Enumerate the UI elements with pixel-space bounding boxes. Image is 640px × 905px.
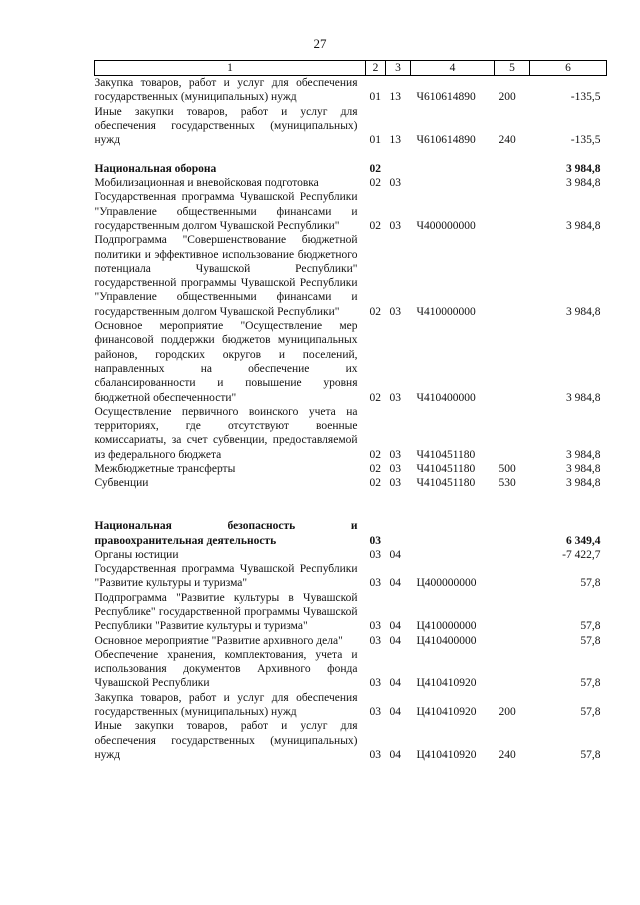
row-section: 01 (369, 134, 381, 147)
table-row (95, 691, 607, 720)
row-section: 03 (369, 634, 381, 647)
row-amount: 3 984,8 (566, 162, 601, 175)
row-name: Закупка товаров, работ и услуг для обеспечения государственных (муниципальных) нужд (94, 691, 358, 719)
row-name: Субвенции (94, 477, 149, 490)
row-expense-type: 200 (498, 91, 516, 104)
table-row (95, 634, 607, 648)
row-name: Иные закупки товаров, работ и услуг для обеспечения государственных (муниципальных) нужд (94, 720, 358, 761)
row-amount: 3 984,8 (566, 177, 601, 190)
row-target-code: Ц410400000 (416, 634, 477, 647)
row-name: Основное мероприятие "Развитие архивного дела" (94, 634, 343, 647)
row-expense-type: 500 (498, 463, 516, 476)
row-target-code (411, 176, 495, 190)
section-row (95, 162, 607, 176)
row-expense-type: 240 (498, 748, 516, 761)
row-target-code: Ч610614890 (416, 91, 476, 104)
row-target-code: Ч410451180 (416, 448, 476, 461)
row-expense-type (495, 405, 530, 462)
row-amount: 57,8 (580, 634, 601, 647)
row-target-code (411, 162, 495, 176)
row-name: Мобилизационная и вневойсковая подготовка (94, 177, 319, 190)
header-col-2: 2 (366, 61, 386, 76)
row-subsection: 13 (389, 91, 401, 104)
table-row (95, 648, 607, 691)
row-amount: 3 984,8 (566, 463, 601, 476)
header-col-3: 3 (386, 61, 411, 76)
row-amount: -135,5 (570, 134, 601, 147)
row-section: 01 (369, 91, 381, 104)
row-expense-type (495, 176, 530, 190)
table-row (95, 405, 607, 462)
row-target-code: Ц410410920 (416, 677, 477, 690)
section-row (95, 519, 607, 548)
row-subsection (386, 519, 411, 548)
row-section: 02 (369, 219, 381, 232)
row-expense-type (495, 519, 530, 548)
table-row (95, 591, 607, 634)
row-expense-type (495, 648, 530, 691)
row-name: Межбюджетные трансферты (94, 463, 236, 476)
row-name: Подпрограмма "Развитие культуры в Чувашской Республике" государственной программы Чувашской Республики "Развитие культуры и туризма" (94, 591, 358, 633)
row-section: 03 (369, 677, 381, 690)
row-section: 03 (369, 534, 381, 547)
row-target-code: Ц410000000 (416, 620, 477, 633)
row-target-code: Ч410451180 (416, 463, 476, 476)
row-name: Национальная оборона (94, 162, 217, 175)
row-subsection: 04 (389, 548, 401, 561)
row-amount: -7 422,7 (562, 548, 601, 561)
row-expense-type (495, 190, 530, 233)
row-name: Национальная безопасность и правоохранительная деятельность (94, 520, 358, 547)
row-section: 02 (369, 477, 381, 490)
row-amount: 3 984,8 (566, 477, 601, 490)
table-row (95, 76, 607, 105)
table-row (95, 719, 607, 762)
row-expense-type: 240 (498, 134, 516, 147)
table-row (95, 105, 607, 148)
row-subsection: 04 (389, 620, 401, 633)
row-target-code (411, 519, 495, 548)
row-expense-type: 200 (498, 706, 516, 719)
row-target-code: Ч610614890 (416, 134, 476, 147)
table-row (95, 462, 607, 476)
row-target-code: Ч410451180 (416, 477, 476, 490)
row-subsection: 13 (389, 134, 401, 147)
row-subsection: 04 (389, 577, 401, 590)
row-target-code: Ч410000000 (416, 305, 476, 318)
row-section: 02 (369, 463, 381, 476)
row-target-code: Ц410410920 (416, 706, 477, 719)
row-target-code: Ц410410920 (416, 748, 477, 761)
row-name: Основное мероприятие "Осуществление мер финансовой поддержки бюджетов муниципальных районов, городских округов и поселений, направленных на обеспечение их сбалансированности и повышение уровня бюджетной обеспеченности" (94, 320, 358, 404)
row-amount: 57,8 (580, 677, 601, 690)
row-subsection: 04 (389, 634, 401, 647)
row-section: 03 (369, 748, 381, 761)
row-amount: 3 984,8 (566, 219, 601, 232)
table-row (95, 233, 607, 319)
row-target-code: Ц400000000 (416, 577, 477, 590)
row-amount: 57,8 (580, 748, 601, 761)
row-section: 03 (369, 577, 381, 590)
row-subsection: 03 (389, 448, 401, 461)
row-amount: 3 984,8 (566, 391, 601, 404)
row-expense-type (495, 562, 530, 591)
row-subsection (386, 162, 411, 176)
table-row (95, 176, 607, 190)
row-amount: 3 984,8 (566, 305, 601, 318)
row-section: 02 (369, 391, 381, 404)
header-col-4: 4 (411, 61, 495, 76)
row-name: Подпрограмма "Совершенствование бюджетной политики и эффективное использование бюджетного потенциала Чувашской Республики" государственной программы Чувашской Республики "Управление общественными финансами и государственным долгом Чувашской Республики" (94, 234, 358, 318)
row-section: 02 (369, 305, 381, 318)
row-section: 02 (369, 162, 381, 175)
row-section: 02 (369, 448, 381, 461)
row-subsection: 04 (389, 706, 401, 719)
table-row (95, 319, 607, 405)
row-name: Органы юстиции (94, 548, 179, 561)
row-subsection: 03 (389, 305, 401, 318)
row-section: 03 (369, 706, 381, 719)
row-name: Закупка товаров, работ и услуг для обеспечения государственных (муниципальных) нужд (94, 77, 358, 104)
spacer-row (95, 505, 607, 519)
row-name: Обеспечение хранения, комплектования, учета и использования документов Архивного фонда Чувашской Республики (94, 648, 358, 690)
spacer-row (95, 491, 607, 505)
row-name: Государственная программа Чувашской Республики "Управление общественными финансами и государственным долгом Чувашской Республики" (94, 191, 358, 232)
header-col-1: 1 (95, 61, 366, 76)
row-expense-type (495, 591, 530, 634)
row-subsection: 03 (389, 391, 401, 404)
row-section: 03 (369, 548, 381, 561)
row-amount: 6 349,4 (566, 534, 601, 547)
table-row (95, 562, 607, 591)
table-row (95, 476, 607, 490)
row-subsection: 03 (389, 177, 401, 190)
table-row (95, 548, 607, 562)
row-target-code: Ч410400000 (416, 391, 476, 404)
row-subsection: 04 (389, 748, 401, 761)
row-section: 03 (369, 620, 381, 633)
row-section: 02 (369, 177, 381, 190)
row-target-code: Ч400000000 (416, 219, 476, 232)
row-expense-type (495, 548, 530, 562)
row-amount: 57,8 (580, 706, 601, 719)
row-name: Иные закупки товаров, работ и услуг для обеспечения государственных (муниципальных) нужд (94, 105, 358, 147)
row-expense-type (495, 162, 530, 176)
budget-table (94, 60, 607, 762)
row-name: Осуществление первичного воинского учета на территориях, где отсутствуют военные комиссариаты, за счет субвенции, предоставляемой из федерального бюджета (94, 405, 358, 461)
row-target-code (411, 548, 495, 562)
header-col-5: 5 (495, 61, 530, 76)
row-subsection: 04 (389, 677, 401, 690)
row-name: Государственная программа Чувашской Республики "Развитие культуры и туризма" (94, 563, 358, 590)
row-subsection: 03 (389, 463, 401, 476)
row-expense-type (495, 634, 530, 648)
table-row (95, 190, 607, 233)
row-subsection: 03 (389, 477, 401, 490)
row-amount: -135,5 (570, 91, 601, 104)
page-number: 27 (313, 36, 327, 51)
row-subsection: 03 (389, 219, 401, 232)
row-amount: 3 984,8 (566, 448, 601, 461)
header-col-6: 6 (530, 61, 607, 76)
spacer-row (95, 147, 607, 161)
table-header-row (95, 61, 607, 76)
row-amount: 57,8 (580, 620, 601, 633)
row-expense-type (495, 319, 530, 405)
row-expense-type: 530 (498, 477, 516, 490)
row-expense-type (495, 233, 530, 319)
row-amount: 57,8 (580, 577, 601, 590)
